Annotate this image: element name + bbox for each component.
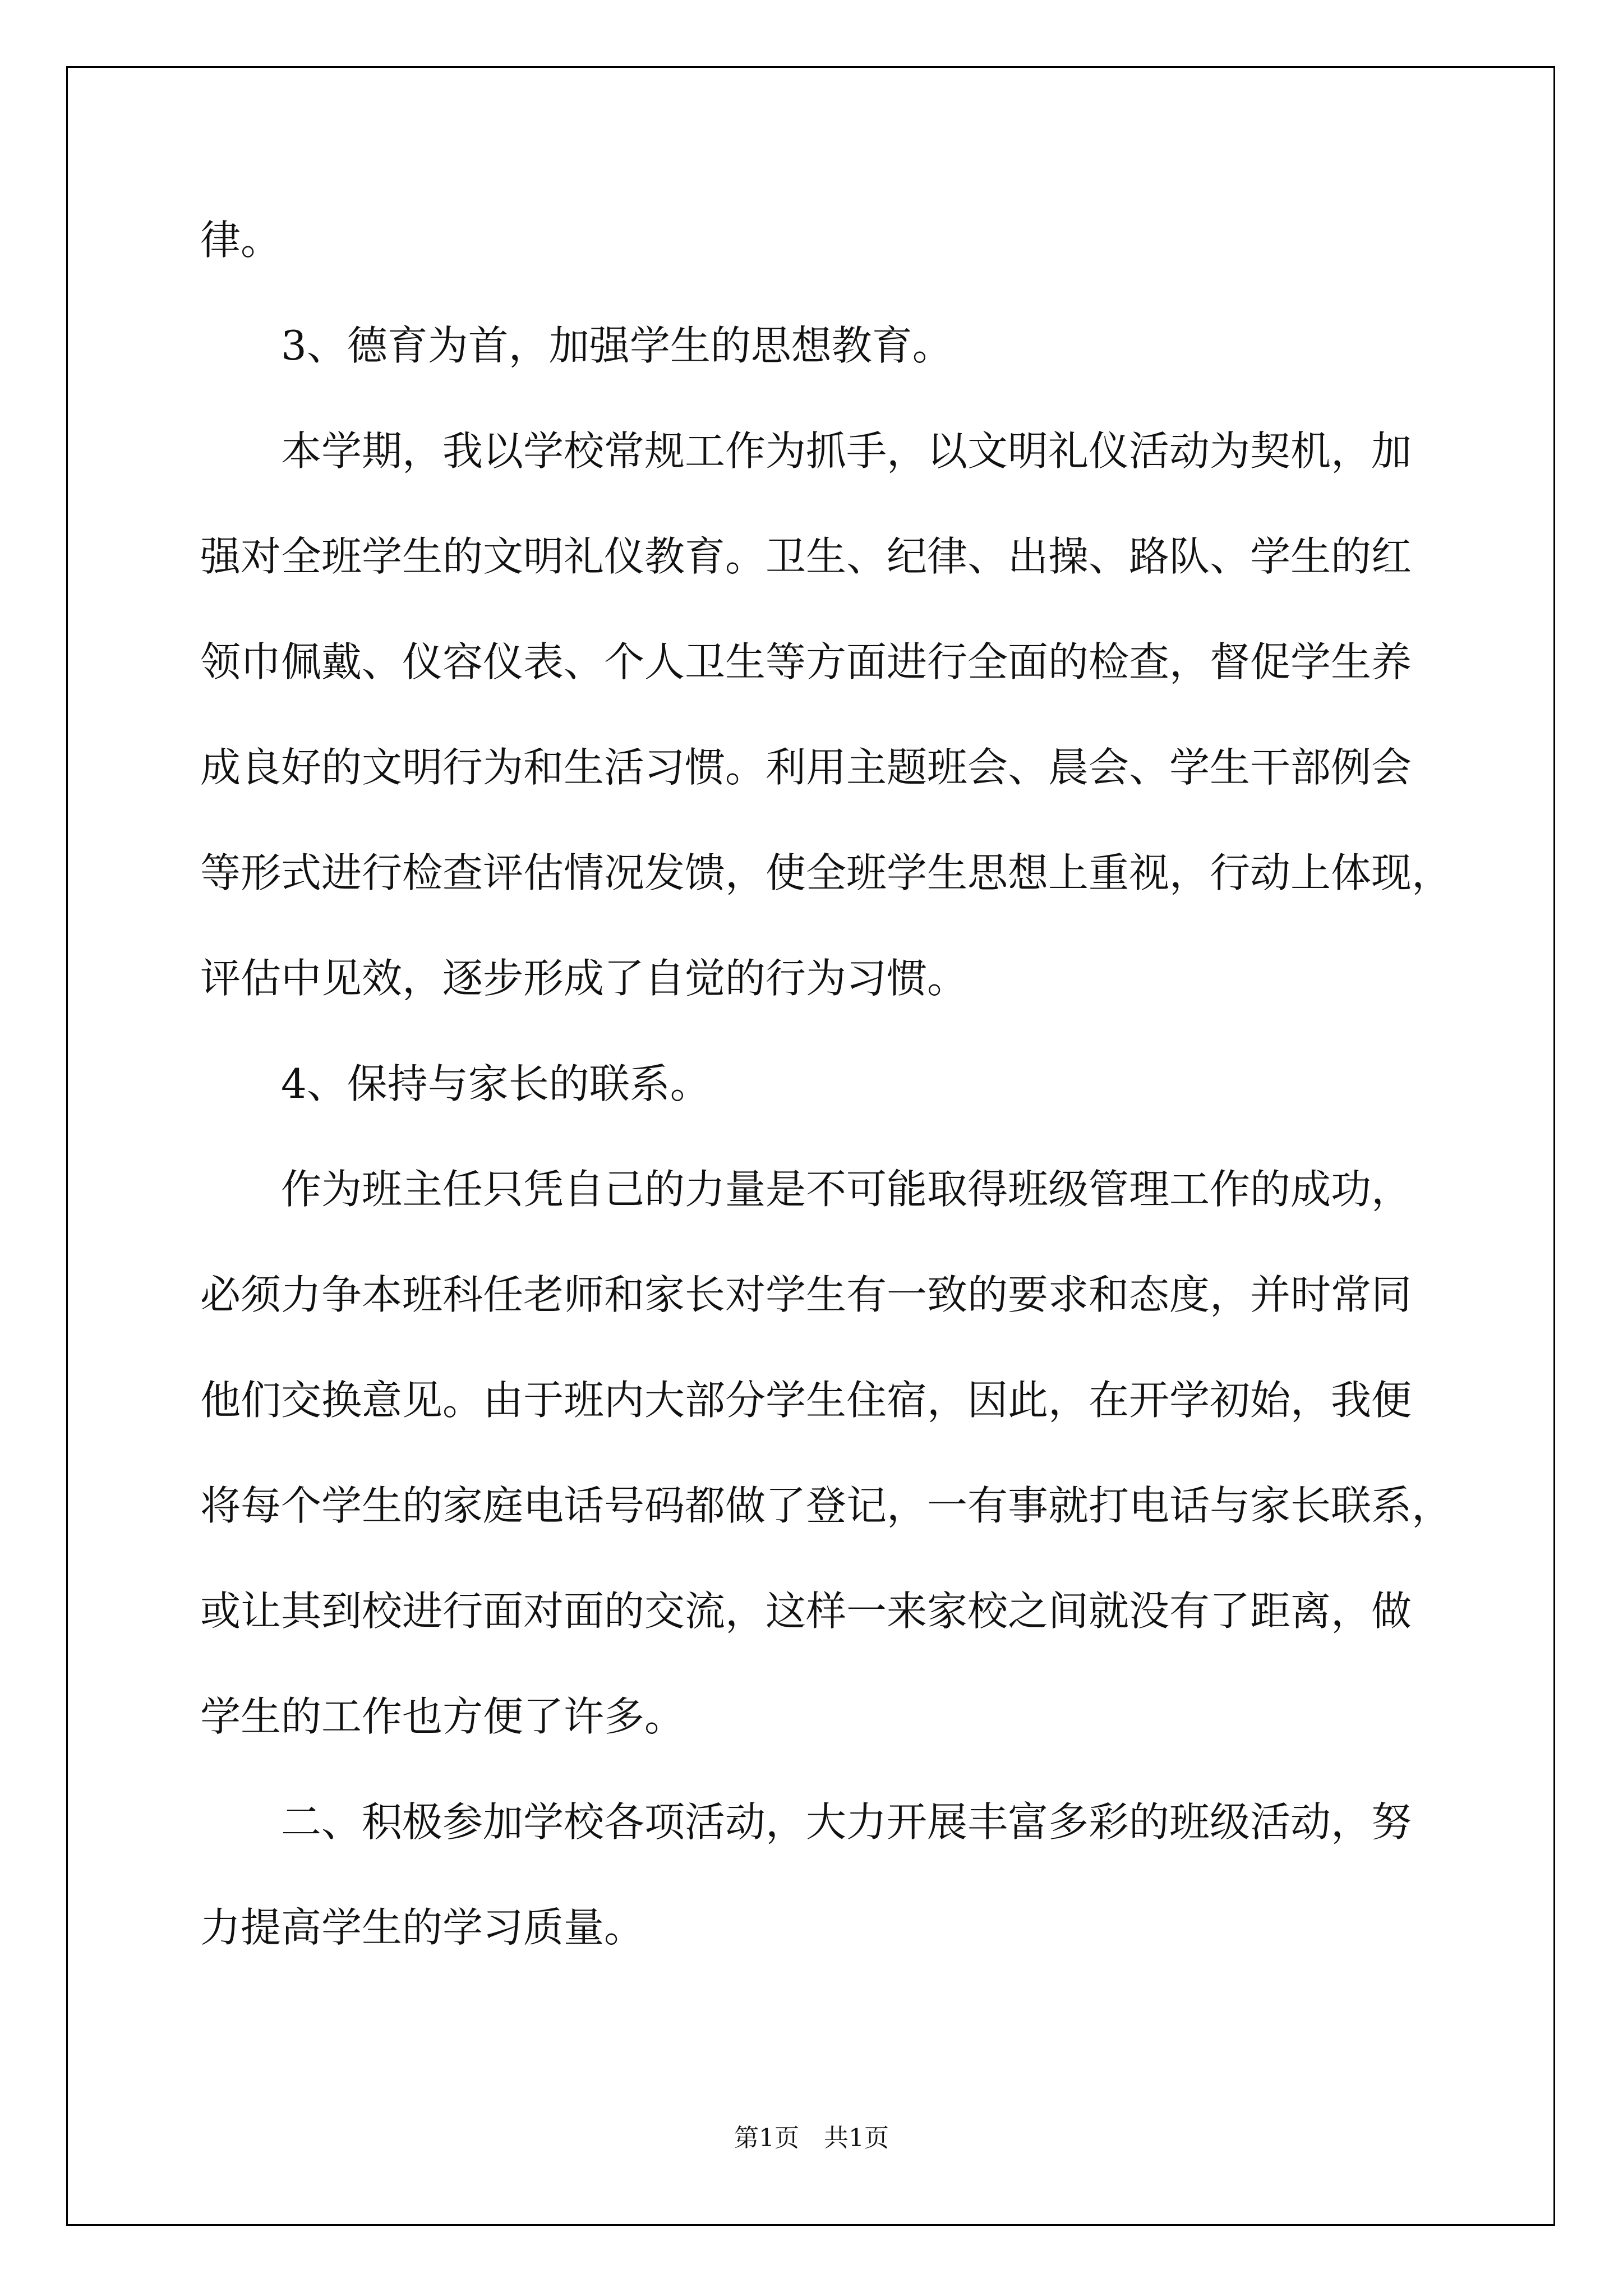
text-line: 或让其到校进行面对面的交流，这样一来家校之间就没有了距离，做 (200, 1588, 1412, 1635)
text-line: 领巾佩戴、仪容仪表、个人卫生等方面进行全面的检查，督促学生养 (200, 638, 1412, 685)
text-line: 等形式进行检查评估情况发馈，使全班学生思想上重视，行动上体现， (200, 849, 1453, 896)
text-line: 本学期，我以学校常规工作为抓手，以文明礼仪活动为契机，加 (200, 427, 1412, 475)
text-line: 学生的工作也方便了许多。 (200, 1693, 685, 1740)
text-line: 力提高学生的学习质量。 (200, 1904, 645, 1951)
text-line: 评估中见效，逐步形成了自觉的行为习惯。 (200, 955, 968, 1002)
text-line: 4、保持与家长的联系。 (200, 1060, 711, 1107)
text-line: 强对全班学生的文明礼仪教育。卫生、纪律、出操、路队、学生的红 (200, 533, 1412, 580)
text-line: 作为班主任只凭自己的力量是不可能取得班级管理工作的成功， (200, 1166, 1412, 1213)
text-line: 必须力争本班科任老师和家长对学生有一致的要求和态度，并时常同 (200, 1271, 1412, 1318)
page-number-footer: 第1页 共1页 (734, 2124, 889, 2152)
text-line: 3、德育为首，加强学生的思想教育。 (200, 322, 953, 369)
text-line: 律。 (200, 217, 282, 264)
text-line: 成良好的文明行为和生活习惯。利用主题班会、晨会、学生干部例会 (200, 744, 1412, 791)
text-line: 将每个学生的家庭电话号码都做了登记，一有事就打电话与家长联系， (200, 1482, 1453, 1529)
text-line: 他们交换意见。由于班内大部分学生住宿，因此，在开学初始，我便 (200, 1377, 1412, 1424)
text-line: 二、积极参加学校各项活动，大力开展丰富多彩的班级活动，努 (200, 1798, 1412, 1846)
